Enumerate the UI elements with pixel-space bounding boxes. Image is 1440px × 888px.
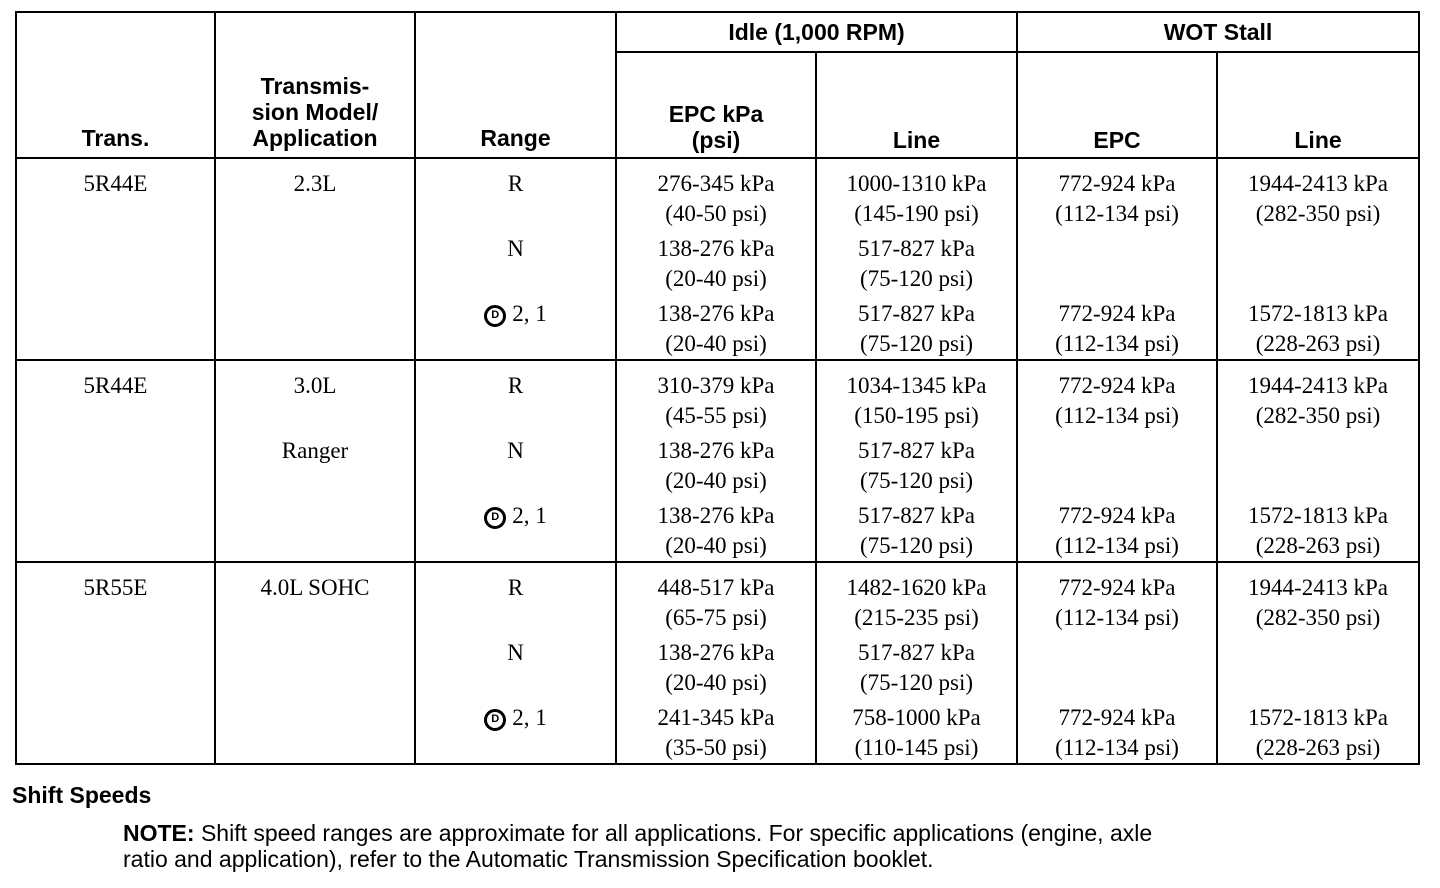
idle-epc-value: 448-517 kPa (65-75 psi) xyxy=(657,575,775,630)
wot-epc-value: 772-924 kPa (112-134 psi) xyxy=(1055,373,1179,428)
wot-line-value xyxy=(1218,436,1418,501)
table-body xyxy=(16,158,1419,764)
table-row xyxy=(16,158,1419,360)
idle-epc-value: 241-345 kPa (35-50 psi) xyxy=(657,705,775,760)
trans-value: 5R55E xyxy=(83,575,148,600)
application-cell xyxy=(215,158,415,360)
table-row xyxy=(16,562,1419,764)
wot-line-value: 1944-2413 kPa (282-350 psi) xyxy=(1248,171,1388,226)
idle-epc-cell xyxy=(616,360,816,562)
trans-cell xyxy=(16,158,215,360)
idle-line-value: 517-827 kPa (75-120 psi) xyxy=(858,301,975,356)
wot-line-value: 1572-1813 kPa (228-263 psi) xyxy=(1248,705,1388,760)
header-range: Range xyxy=(415,12,616,158)
range-label: 2, 1 xyxy=(512,301,547,326)
header-idle-epc: EPC kPa (psi) xyxy=(616,52,816,158)
range-entry xyxy=(416,638,615,703)
section-heading: Shift Speeds xyxy=(12,782,152,808)
wot-epc-value: 772-924 kPa (112-134 psi) xyxy=(1055,575,1179,630)
range-label: 2, 1 xyxy=(512,503,547,528)
range-cell xyxy=(415,562,616,764)
range-label: N xyxy=(507,236,524,261)
range-entry xyxy=(416,169,615,234)
wot-line-value: 1572-1813 kPa (228-263 psi) xyxy=(1248,301,1388,356)
idle-epc-value: 276-345 kPa (40-50 psi) xyxy=(657,171,775,226)
idle-line-value: 517-827 kPa (75-120 psi) xyxy=(858,438,975,493)
idle-epc-value: 310-379 kPa (45-55 psi) xyxy=(657,373,775,428)
wot-line-value: 1572-1813 kPa (228-263 psi) xyxy=(1248,503,1388,558)
idle-epc-cell xyxy=(616,158,816,360)
header-idle-group: Idle (1,000 RPM) xyxy=(616,12,1017,52)
table-row xyxy=(16,360,1419,562)
wot-epc-value: 772-924 kPa (112-134 psi) xyxy=(1055,705,1179,760)
wot-epc-value xyxy=(1018,436,1216,501)
idle-line-cell xyxy=(816,158,1017,360)
range-label: N xyxy=(507,640,524,665)
wot-epc-cell xyxy=(1017,158,1217,360)
wot-line-cell xyxy=(1217,562,1419,764)
trans-value: 5R44E xyxy=(83,171,148,196)
idle-line-value: 517-827 kPa (75-120 psi) xyxy=(858,236,975,291)
idle-epc-cell xyxy=(616,562,816,764)
header-wot-epc: EPC xyxy=(1017,52,1217,158)
wot-epc-value: 772-924 kPa (112-134 psi) xyxy=(1055,503,1179,558)
range-cell xyxy=(415,360,616,562)
wot-epc-cell xyxy=(1017,360,1217,562)
wot-line-cell xyxy=(1217,158,1419,360)
wot-epc-value xyxy=(1018,638,1216,703)
header-wot-group: WOT Stall xyxy=(1017,12,1419,52)
header-model: Transmis- sion Model/ Application xyxy=(215,12,415,158)
wot-line-value xyxy=(1218,638,1418,703)
trans-cell xyxy=(16,360,215,562)
drive-circle-icon: D xyxy=(484,305,506,327)
note-line-1: NOTE: Shift speed ranges are approximate for all applications. For specific applications (engine, axle xyxy=(123,820,1153,846)
pressure-spec-table xyxy=(15,11,1420,765)
range-entry xyxy=(416,299,615,359)
note-line-2: ratio and application), refer to the Automatic Transmission Specification booklet. xyxy=(123,846,934,872)
range-entry xyxy=(416,703,615,763)
wot-epc-value xyxy=(1018,234,1216,299)
wot-epc-value: 772-924 kPa (112-134 psi) xyxy=(1055,171,1179,226)
note-label: NOTE: xyxy=(123,820,195,846)
range-entry xyxy=(416,573,615,638)
idle-line-value: 1482-1620 kPa (215-235 psi) xyxy=(846,575,987,630)
idle-epc-value: 138-276 kPa (20-40 psi) xyxy=(657,640,775,695)
trans-value: 5R44E xyxy=(83,373,148,398)
application-cell xyxy=(215,562,415,764)
range-label: N xyxy=(507,438,524,463)
range-label: 2, 1 xyxy=(512,705,547,730)
idle-epc-value: 138-276 kPa (20-40 psi) xyxy=(657,301,775,356)
application-cell xyxy=(215,360,415,562)
trans-cell xyxy=(16,562,215,764)
idle-epc-value: 138-276 kPa (20-40 psi) xyxy=(657,236,775,291)
drive-circle-icon: D xyxy=(484,709,506,731)
header-trans: Trans. xyxy=(16,12,215,158)
range-label: R xyxy=(507,373,524,398)
application-value: 2.3L xyxy=(293,171,337,196)
application-value: Ranger xyxy=(281,438,349,463)
wot-line-cell xyxy=(1217,360,1419,562)
wot-epc-value: 772-924 kPa (112-134 psi) xyxy=(1055,301,1179,356)
wot-epc-cell xyxy=(1017,562,1217,764)
idle-line-value: 758-1000 kPa (110-145 psi) xyxy=(852,705,981,760)
wot-line-value: 1944-2413 kPa (282-350 psi) xyxy=(1248,373,1388,428)
range-entry xyxy=(416,501,615,561)
application-value: 4.0L SOHC xyxy=(260,575,370,600)
idle-epc-value: 138-276 kPa (20-40 psi) xyxy=(657,438,775,493)
idle-line-value: 1000-1310 kPa (145-190 psi) xyxy=(846,171,987,226)
range-entry xyxy=(416,371,615,436)
range-entry xyxy=(416,234,615,299)
idle-line-value: 1034-1345 kPa (150-195 psi) xyxy=(846,373,987,428)
wot-line-value xyxy=(1218,234,1418,299)
application-value: 3.0L xyxy=(293,373,337,398)
drive-circle-icon: D xyxy=(484,507,506,529)
range-label: R xyxy=(507,171,524,196)
wot-line-value: 1944-2413 kPa (282-350 psi) xyxy=(1248,575,1388,630)
header-wot-line: Line xyxy=(1217,52,1419,158)
idle-line-value: 517-827 kPa (75-120 psi) xyxy=(858,503,975,558)
idle-line-cell xyxy=(816,562,1017,764)
header-idle-line: Line xyxy=(816,52,1017,158)
range-entry xyxy=(416,436,615,501)
range-label: R xyxy=(507,575,524,600)
idle-epc-value: 138-276 kPa (20-40 psi) xyxy=(657,503,775,558)
idle-line-value: 517-827 kPa (75-120 psi) xyxy=(858,640,975,695)
note-paragraph xyxy=(123,820,1423,872)
idle-line-cell xyxy=(816,360,1017,562)
range-cell xyxy=(415,158,616,360)
